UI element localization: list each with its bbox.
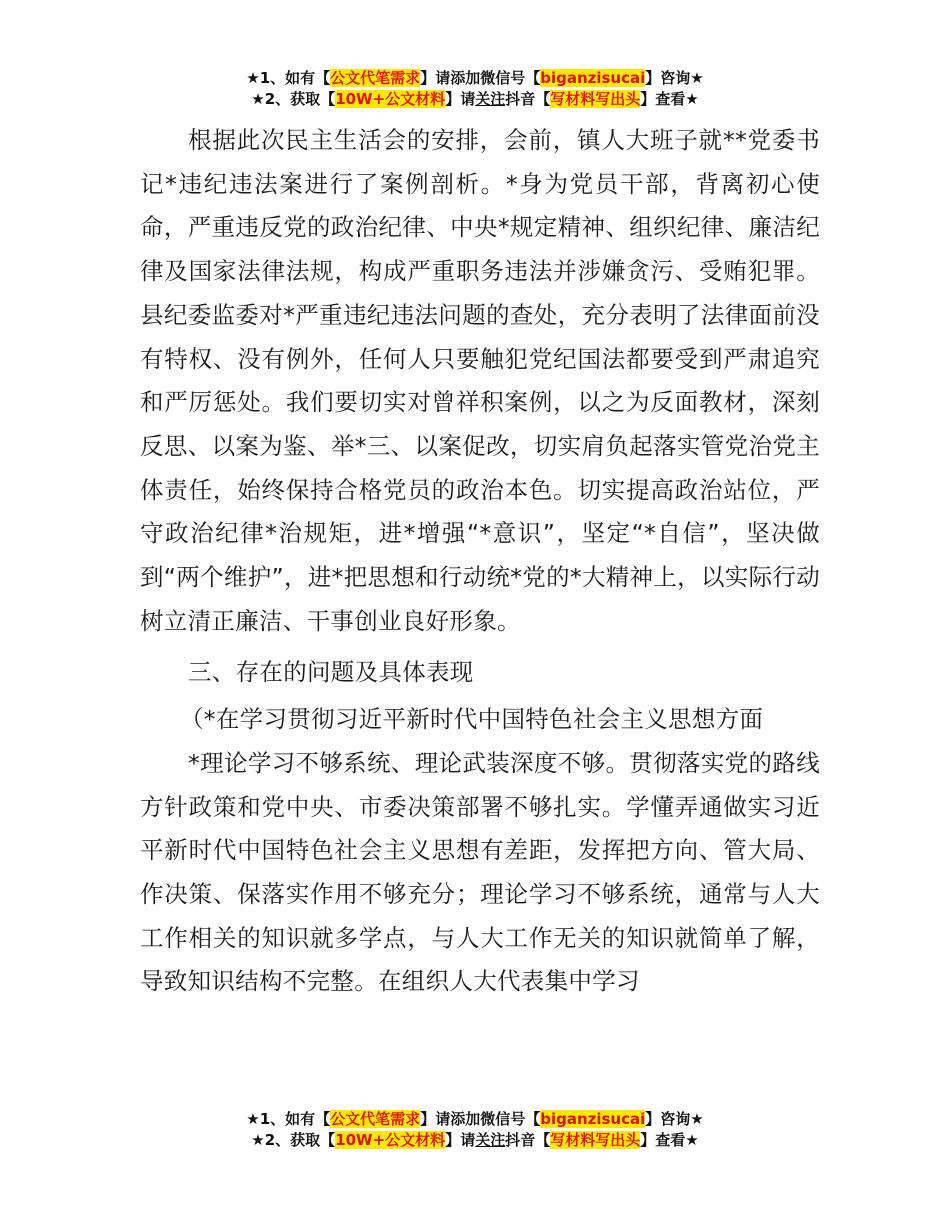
banner-highlight: 10W+公文材料 [335,90,446,108]
bottom-banner [0,1109,950,1151]
paragraph-case-analysis: 根据此次民主生活会的安排，会前，镇人大班子就**党委书记*违纪违法案进行了案例剖析。*身为党员干部，背离初心使命，严重违反党的政治纪律、中央*规定精神、组织纪律、廉洁纪律及国家法律法规，构成严重职务违法并涉嫌贪污、受贿犯罪。县纪委监委对*严重违纪违法问题的查处，充分表明了法律面前没有特权、没有例外，任何人只要触犯党纪国法都要受到严肃追究和严厉惩处。我们要切实对曾祥积案例，以之为反面教材，深刻反思、以案为鉴、举*三、以案促改，切实肩负起落实管党治党主体责任，始终保持合格党员的政治本色。切实提高政治站位，严守政治纪律*治规矩，进*增强“*意识”，坚定“*自信”，坚决做到“两个维护”，进*把思想和行动统*党的*大精神上，以实际行动树立清正廉洁、干事创业良好形象。 [140,126,820,635]
banner-text: 】请 [445,90,476,108]
banner-text: 】查看★ [640,1131,699,1149]
section-heading: 三、存在的问题及具体表现 [188,658,474,687]
banner-highlight: 10W+公文材料 [335,1131,446,1149]
banner-highlight: biganzisucai [540,69,646,87]
banner-text: ★2、获取【 [251,90,336,108]
banner-highlight: biganzisucai [540,1110,646,1128]
sub-heading: （*在学习贯彻习近平新时代中国特色社会主义思想方面 [180,705,764,734]
banner-line-2 [0,89,950,110]
banner-text: 】查看★ [640,90,699,108]
banner-text: ★1、如有【 [246,69,331,87]
banner-line-2 [0,1130,950,1151]
paragraph-theory-study: *理论学习不够系统、理论武装深度不够。贯彻落实党的路线方针政策和党中央、市委决策部署不够扎实。学懂弄通做实习近平新时代中国特色社会主义思想有差距，发挥把方向、管大局、作决策、保落实作用不够充分；理论学习不够系统，通常与人大工作相关的知识就多学点，与人大工作无关的知识就简单了解，导致知识结构不完整。在组织人大代表集中学习 [140,748,820,996]
banner-text: 】请添加微信号【 [420,1110,541,1128]
document-body [140,119,820,1004]
top-banner [0,68,950,110]
banner-line-1 [0,1109,950,1130]
banner-highlight: 公文代笔需求 [330,69,421,87]
banner-underline: 关注 [475,90,506,108]
banner-text: ★1、如有【 [246,1110,331,1128]
banner-text: ★2、获取【 [251,1131,336,1149]
banner-line-1 [0,68,950,89]
banner-highlight: 写材料写出头 [550,90,641,108]
banner-text: 】请添加微信号【 [420,69,541,87]
banner-underline: 关注 [475,1131,506,1149]
banner-text: 】请 [445,1131,476,1149]
banner-highlight: 公文代笔需求 [330,1110,421,1128]
banner-highlight: 写材料写出头 [550,1131,641,1149]
banner-text: 】咨询★ [645,69,704,87]
banner-text: 抖音【 [505,90,551,108]
banner-text: 】咨询★ [645,1110,704,1128]
banner-text: 抖音【 [505,1131,551,1149]
